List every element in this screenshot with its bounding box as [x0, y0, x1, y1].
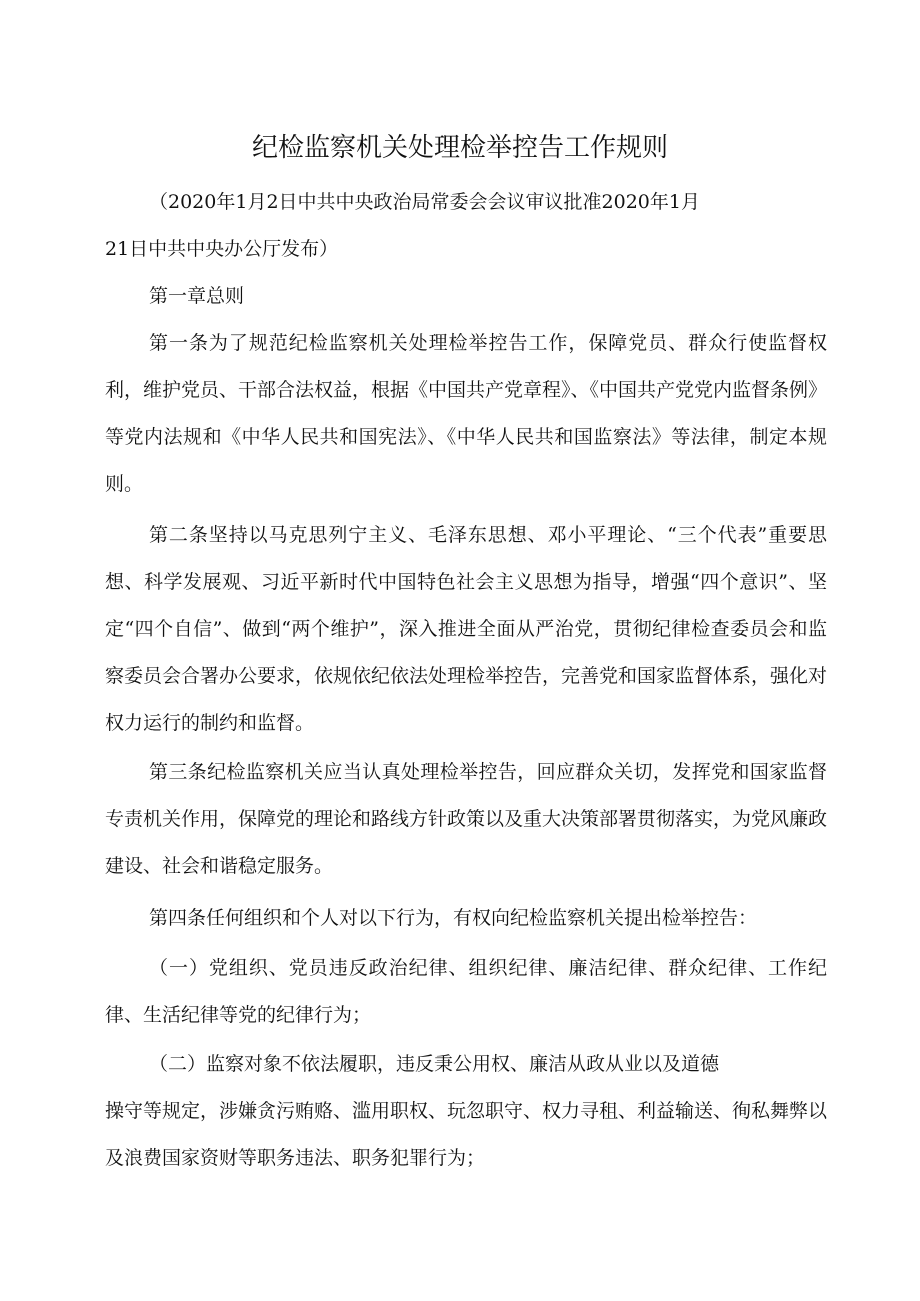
article-4-item-2-continued: 操守等规定，涉嫌贪污贿赂、滥用职权、玩忽职守、权力寻租、利益输送、徇私舞弊以及浪费国家资财等职务违法、职务犯罪行为； [105, 1100, 828, 1169]
issuance-note-line-1: （2020年1月2日中共中央政治局常委会会议审议批准2020年1月 [149, 191, 700, 213]
issuance-note-line-2: 21日中共中央办公厅发布） [105, 238, 339, 260]
article-4-item-1: （一）党组织、党员违反政治纪律、组织纪律、廉洁纪律、群众纪律、工作纪律、生活纪律等党的纪律行为； [105, 957, 827, 1026]
article-1-paragraph: 第一条为了规范纪检监察机关处理检举控告工作，保障党员、群众行使监督权利，维护党员、干部合法权益，根据《中国共产党章程》、《中国共产党党内监督条例》等党内法规和《中华人民共和国宪法》、《中华人民共和国监察法》等法律，制定本规则。 [105, 332, 828, 495]
article-4-item-2-line-1: （二）监察对象不依法履职，违反秉公用权、廉洁从政从业以及道德 [149, 1053, 720, 1075]
document-title: 纪检监察机关处理检举控告工作规则 [251, 133, 668, 163]
chapter-heading: 第一章总则 [149, 285, 245, 307]
article-2-paragraph: 第二条坚持以马克思列宁主义、毛泽东思想、邓小平理论、“三个代表”重要思想、科学发展观、习近平新时代中国特色社会主义思想为指导，增强“四个意识”、坚定“四个自信”、做到“两个维护”，深入推进全面从严治党，贯彻纪律检查委员会和监察委员会合署办公要求，依规依纪依法处理检举控告，完善党和国家监督体系，强化对权力运行的制约和监督。 [105, 524, 828, 734]
article-4-paragraph: 第四条任何组织和个人对以下行为，有权向纪检监察机关提出检举控告： [149, 907, 758, 929]
article-3-paragraph: 第三条纪检监察机关应当认真处理检举控告，回应群众关切，发挥党和国家监督专责机关作用，保障党的理论和路线方针政策以及重大决策部署贯彻落实，为党风廉政建设、社会和谐稳定服务。 [105, 761, 828, 877]
